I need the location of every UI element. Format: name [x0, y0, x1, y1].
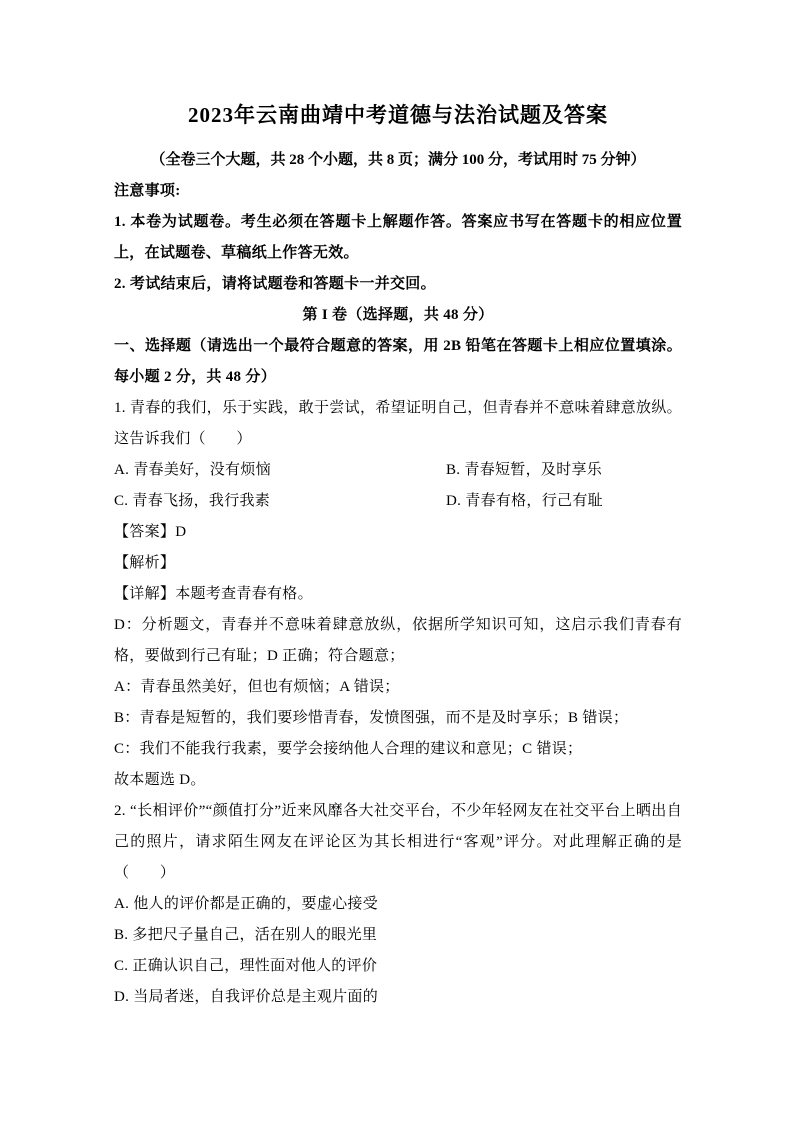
answer-label: 【答案】 [114, 524, 176, 540]
question-1-explanation-b: B：青春是短暂的，我们要珍惜青春，发愤图强，而不是及时享乐；B 错误； [114, 710, 629, 726]
question-2-option-c: C. 正确认识自己，理性面对他人的评价 [114, 958, 378, 974]
question-2-option-a: A. 他人的评价都是正确的，要虚心接受 [114, 896, 379, 912]
question-1-option-c: C. 青春飞扬，我行我素 [114, 493, 271, 509]
question-1-explanation-conclusion: 故本题选 D。 [114, 772, 206, 788]
answer-value: D [175, 524, 187, 540]
question-2-stem: 2. “长相评价”“颜值打分”近来风靡各大社交平台，不少年轻网友在社交平台上晒出自己的照片，请求陌生网友在评论区为其长相进行“客观”评分。对此理解正确的是（ ） [114, 803, 682, 881]
question-2-option-b: B. 多把尺子量自己，活在别人的眼光里 [114, 927, 378, 943]
question-1-explanation-c: C：我们不能我行我素，要学会接纳他人合理的建议和意见；C 错误； [114, 741, 583, 757]
part1-heading: 第 I 卷（选择题，共 48 分） [302, 307, 494, 323]
notice-heading: 注意事项: [114, 183, 181, 199]
question-1-explanation-d: D：分析题文，青春并不意味着肆意放纵，依据所学知识可知，这启示我们青春有格，要做到行己有耻；D 正确；符合题意； [114, 617, 682, 664]
question-2-option-d: D. 当局者迷，自我评价总是主观片面的 [114, 989, 379, 1005]
question-1-analysis-label: 【解析】 [114, 555, 176, 571]
notice-item-1: 1. 本卷为试题卷。考生必须在答题卡上解题作答。答案应书写在答题卡的相应位置上，在试题卷、草稿纸上作答无效。 [114, 214, 682, 261]
question-1-stem: 1. 青春的我们，乐于实践，敢于尝试，希望证明自己，但青春并不意味着肆意放纵。这告诉我们（ ） [114, 400, 682, 447]
notice-item-2: 2. 考试结束后，请将试题卷和答题卡一并交回。 [114, 276, 436, 292]
part1-instructions: 一、选择题（请选出一个最符合题意的答案，用 2B 铅笔在答题卡上相应位置填涂。每小题 2 分，共 48 分） [114, 338, 682, 385]
page-title: 2023年云南曲靖中考道德与法治试题及答案 [188, 103, 608, 127]
exam-info-subtitle: （全卷三个大题，共 28 个小题，共 8 页；满分 100 分，考试用时 75 分钟） [150, 152, 646, 168]
question-1-options [114, 455, 682, 517]
question-1-option-d: D. 青春有格，行己有耻 [446, 493, 603, 509]
question-1-option-a: A. 青春美好，没有烦恼 [114, 462, 271, 478]
question-1-explanation-a: A：青春虽然美好，但也有烦恼；A 错误； [114, 679, 400, 695]
question-1-answer-line [114, 517, 682, 548]
question-1-option-b: B. 青春短暂，及时享乐 [446, 462, 603, 478]
question-1-explanation-detail: 【详解】本题考查青春有格。 [114, 586, 313, 602]
